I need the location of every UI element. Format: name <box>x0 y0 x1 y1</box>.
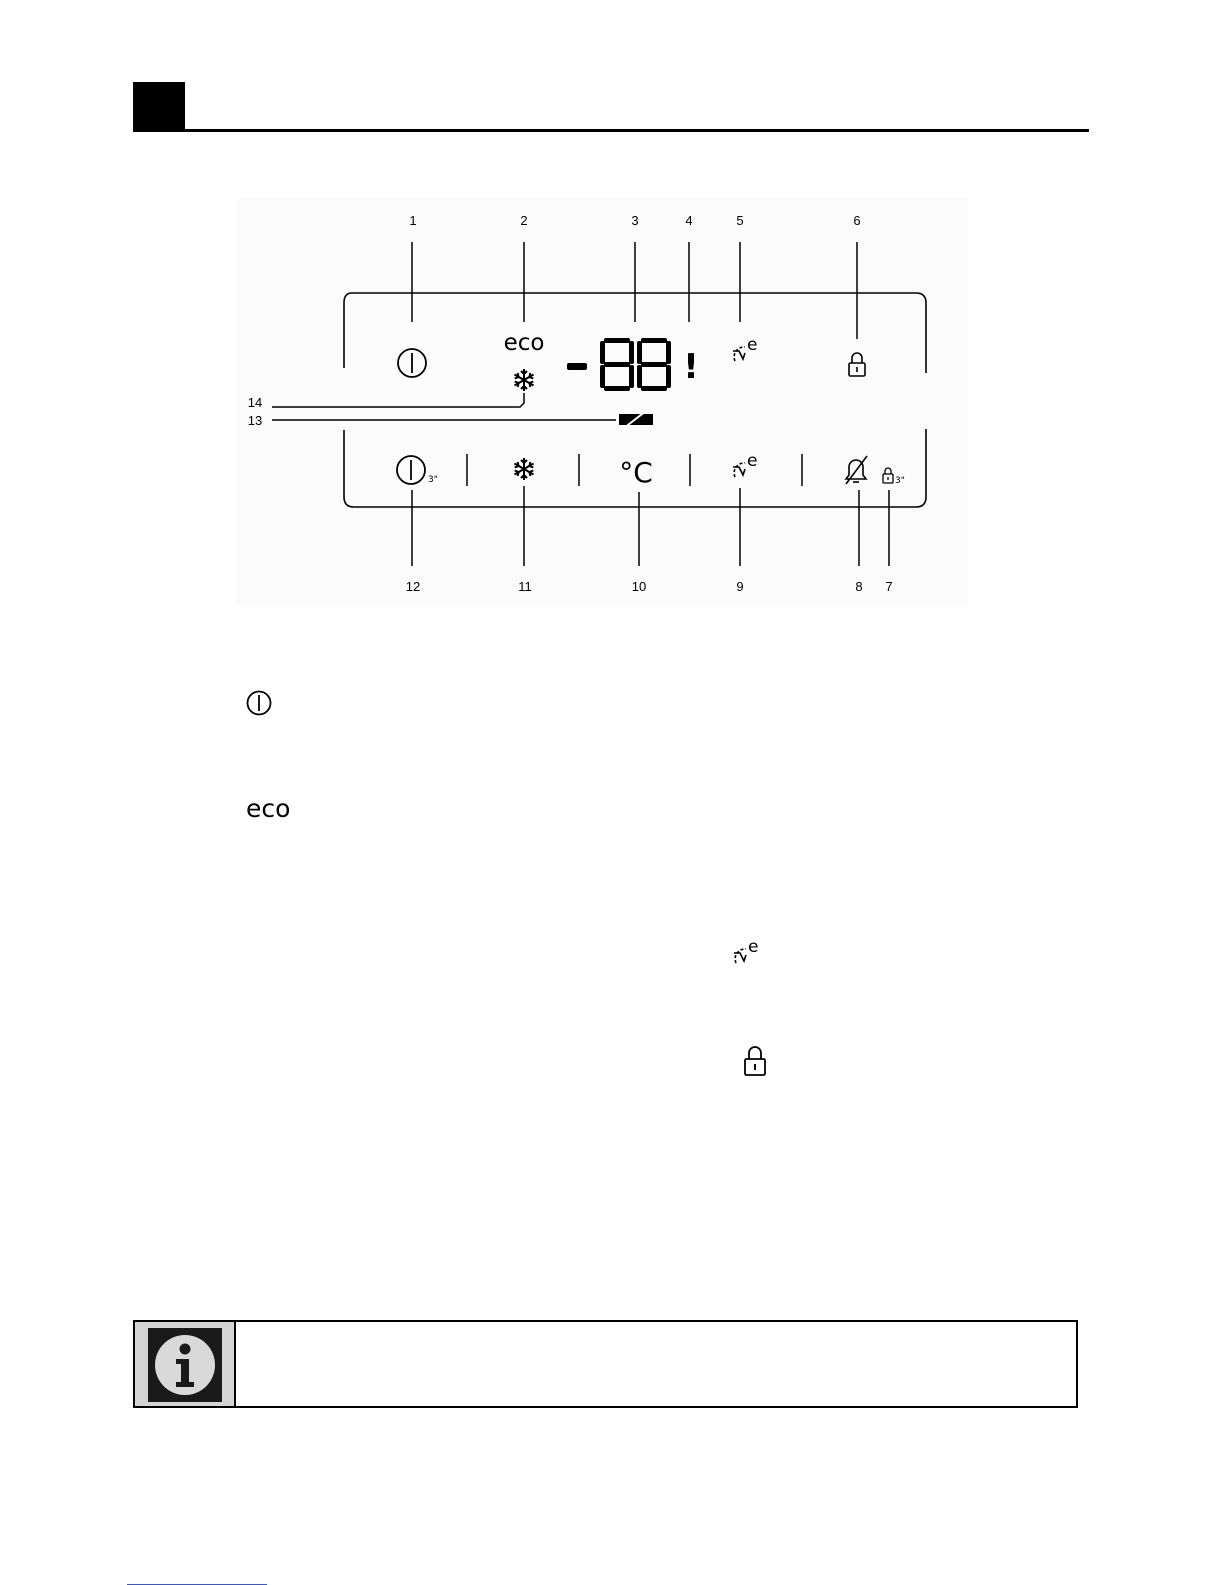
callout-2: 2 <box>520 213 528 228</box>
callout-4: 4 <box>685 213 693 228</box>
callout-10: 10 <box>631 579 647 594</box>
seven-segment-display <box>567 338 671 391</box>
lock-icon <box>849 353 865 376</box>
legend-lock-icon <box>741 1045 769 1079</box>
callout-6: 6 <box>853 213 861 228</box>
eco-extra-button-sup: e <box>747 451 758 471</box>
bottom-leader-lines <box>412 486 889 566</box>
info-icon <box>148 1328 222 1402</box>
display-diagram <box>236 198 968 606</box>
callout-13: 13 <box>247 413 263 428</box>
info-note-box <box>133 1320 1078 1408</box>
info-icon-cell <box>135 1322 236 1406</box>
section-rule <box>133 129 1089 132</box>
callout-11: 11 <box>518 579 532 594</box>
legend-power-icon <box>244 688 274 718</box>
info-icon-graphic <box>148 1328 222 1402</box>
legend-eco-icon: eco <box>246 794 291 823</box>
alarm-icon: ! <box>683 347 699 387</box>
callout-3: 3 <box>631 213 639 228</box>
legend-eco-extra-icon <box>733 938 765 968</box>
snowflake-button-icon[interactable] <box>515 458 534 480</box>
eco-extra-sup: e <box>747 335 758 355</box>
callout-8: 8 <box>855 579 863 594</box>
callout-7: 7 <box>885 579 893 594</box>
legend-eco-extra-sup: e <box>748 938 759 957</box>
section-marker <box>133 82 185 131</box>
eco-icon: eco <box>503 330 545 356</box>
callout-9: 9 <box>736 579 744 594</box>
eco-extra-icon <box>733 335 757 361</box>
power-hold-time: 3" <box>428 475 438 485</box>
power-button-icon[interactable] <box>397 456 425 484</box>
power-icon <box>398 349 426 377</box>
callout-12: 12 <box>405 579 421 594</box>
display-diagram-svg <box>236 198 968 606</box>
frame-gap-right <box>922 373 930 429</box>
eco-extra-button-icon[interactable] <box>733 451 757 477</box>
callout-14: 14 <box>247 395 263 410</box>
snowflake-icon <box>515 369 534 391</box>
top-leader-lines <box>412 242 857 339</box>
callout-5: 5 <box>736 213 744 228</box>
cooling-bar-icon <box>619 411 653 428</box>
alarm-off-bell-icon[interactable] <box>846 456 867 484</box>
celsius-button-icon[interactable]: °C <box>619 456 653 489</box>
left-leader-lines <box>272 393 616 420</box>
callout-1: 1 <box>409 213 417 228</box>
lock-button-icon[interactable] <box>883 468 893 483</box>
lock-hold-time: 3" <box>895 476 905 486</box>
